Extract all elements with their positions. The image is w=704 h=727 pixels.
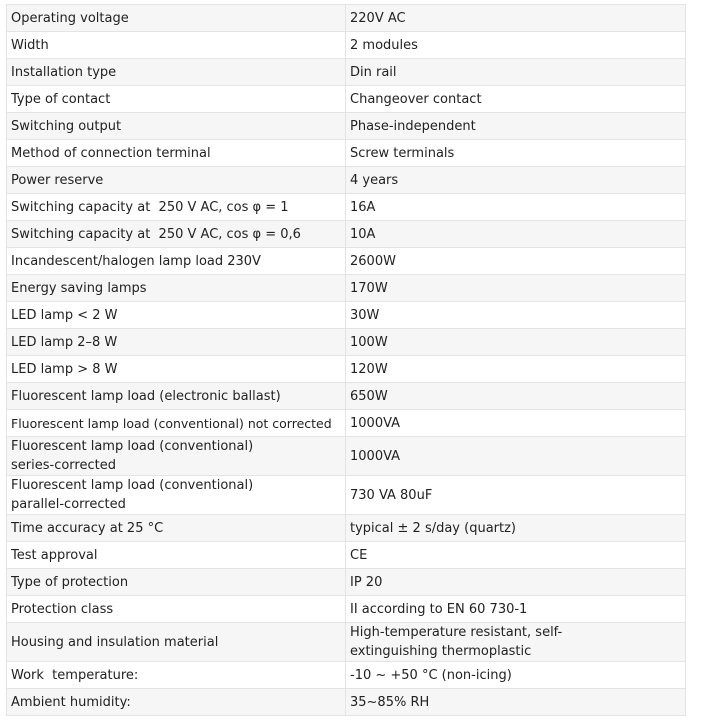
spec-value: 10A (346, 221, 686, 248)
table-row (7, 476, 686, 515)
spec-value: typical ± 2 s/day (quartz) (346, 515, 686, 542)
table-row (7, 437, 686, 476)
spec-label-text: Fluorescent lamp load (conventional) series-corrected (11, 439, 254, 473)
table-row (7, 5, 686, 32)
table-row (7, 113, 686, 140)
spec-label: Operating voltage (7, 5, 346, 32)
spec-value (346, 623, 686, 662)
spec-value: 4 years (346, 167, 686, 194)
spec-label: Test approval (7, 542, 346, 569)
spec-label: Switching output (7, 113, 346, 140)
table-row (7, 383, 686, 410)
spec-label: Work temperature: (7, 662, 346, 689)
spec-label: LED lamp < 2 W (7, 302, 346, 329)
spec-value: 30W (346, 302, 686, 329)
table-row (7, 194, 686, 221)
table-row (7, 596, 686, 623)
spec-value: 2600W (346, 248, 686, 275)
table-row (7, 623, 686, 662)
spec-label: Fluorescent lamp load (conventional) not corrected (7, 410, 346, 437)
spec-label: Housing and insulation material (7, 623, 346, 662)
spec-label: Fluorescent lamp load (electronic ballast) (7, 383, 346, 410)
table-row (7, 59, 686, 86)
spec-label: Power reserve (7, 167, 346, 194)
spec-value: 220V AC (346, 5, 686, 32)
spec-value: 650W (346, 383, 686, 410)
spec-label: LED lamp 2–8 W (7, 329, 346, 356)
spec-value: 120W (346, 356, 686, 383)
specifications-table (6, 4, 686, 716)
table-row (7, 140, 686, 167)
table-row (7, 515, 686, 542)
table-row (7, 275, 686, 302)
table-row (7, 302, 686, 329)
table-row (7, 689, 686, 716)
spec-value: 100W (346, 329, 686, 356)
table-row (7, 221, 686, 248)
spec-value: 1000VA (346, 437, 686, 476)
table-row (7, 248, 686, 275)
table-row (7, 329, 686, 356)
table-row (7, 32, 686, 59)
spec-label: Installation type (7, 59, 346, 86)
spec-value: Din rail (346, 59, 686, 86)
spec-label: Type of protection (7, 569, 346, 596)
spec-value: Screw terminals (346, 140, 686, 167)
spec-label: Switching capacity at 250 V AC, cos φ = 1 (7, 194, 346, 221)
spec-value: 170W (346, 275, 686, 302)
spec-value: 16A (346, 194, 686, 221)
spec-value: II according to EN 60 730-1 (346, 596, 686, 623)
spec-value: 1000VA (346, 410, 686, 437)
spec-label: Method of connection terminal (7, 140, 346, 167)
spec-value: Phase-independent (346, 113, 686, 140)
table-row (7, 356, 686, 383)
table-row (7, 569, 686, 596)
spec-label: Protection class (7, 596, 346, 623)
spec-label: LED lamp > 8 W (7, 356, 346, 383)
spec-label: Ambient humidity: (7, 689, 346, 716)
spec-value: CE (346, 542, 686, 569)
spec-label: Energy saving lamps (7, 275, 346, 302)
table-row (7, 167, 686, 194)
table-row (7, 662, 686, 689)
table-row (7, 410, 686, 437)
spec-value: 2 modules (346, 32, 686, 59)
spec-label (7, 437, 346, 476)
spec-value: 35~85% RH (346, 689, 686, 716)
spec-value: 730 VA 80uF (346, 476, 686, 515)
spec-label-text: Fluorescent lamp load (conventional) parallel-corrected (11, 478, 254, 512)
table-row (7, 86, 686, 113)
spec-label: Type of contact (7, 86, 346, 113)
spec-value: IP 20 (346, 569, 686, 596)
spec-label: Switching capacity at 250 V AC, cos φ = 0,6 (7, 221, 346, 248)
spec-label: Time accuracy at 25 °C (7, 515, 346, 542)
spec-label (7, 476, 346, 515)
spec-label: Width (7, 32, 346, 59)
spec-label: Incandescent/halogen lamp load 230V (7, 248, 346, 275)
spec-value: Changeover contact (346, 86, 686, 113)
spec-value: -10 ~ +50 °C (non-icing) (346, 662, 686, 689)
table-row (7, 542, 686, 569)
spec-value-text: High-temperature resistant, self-extinguishing thermoplastic (350, 625, 563, 659)
